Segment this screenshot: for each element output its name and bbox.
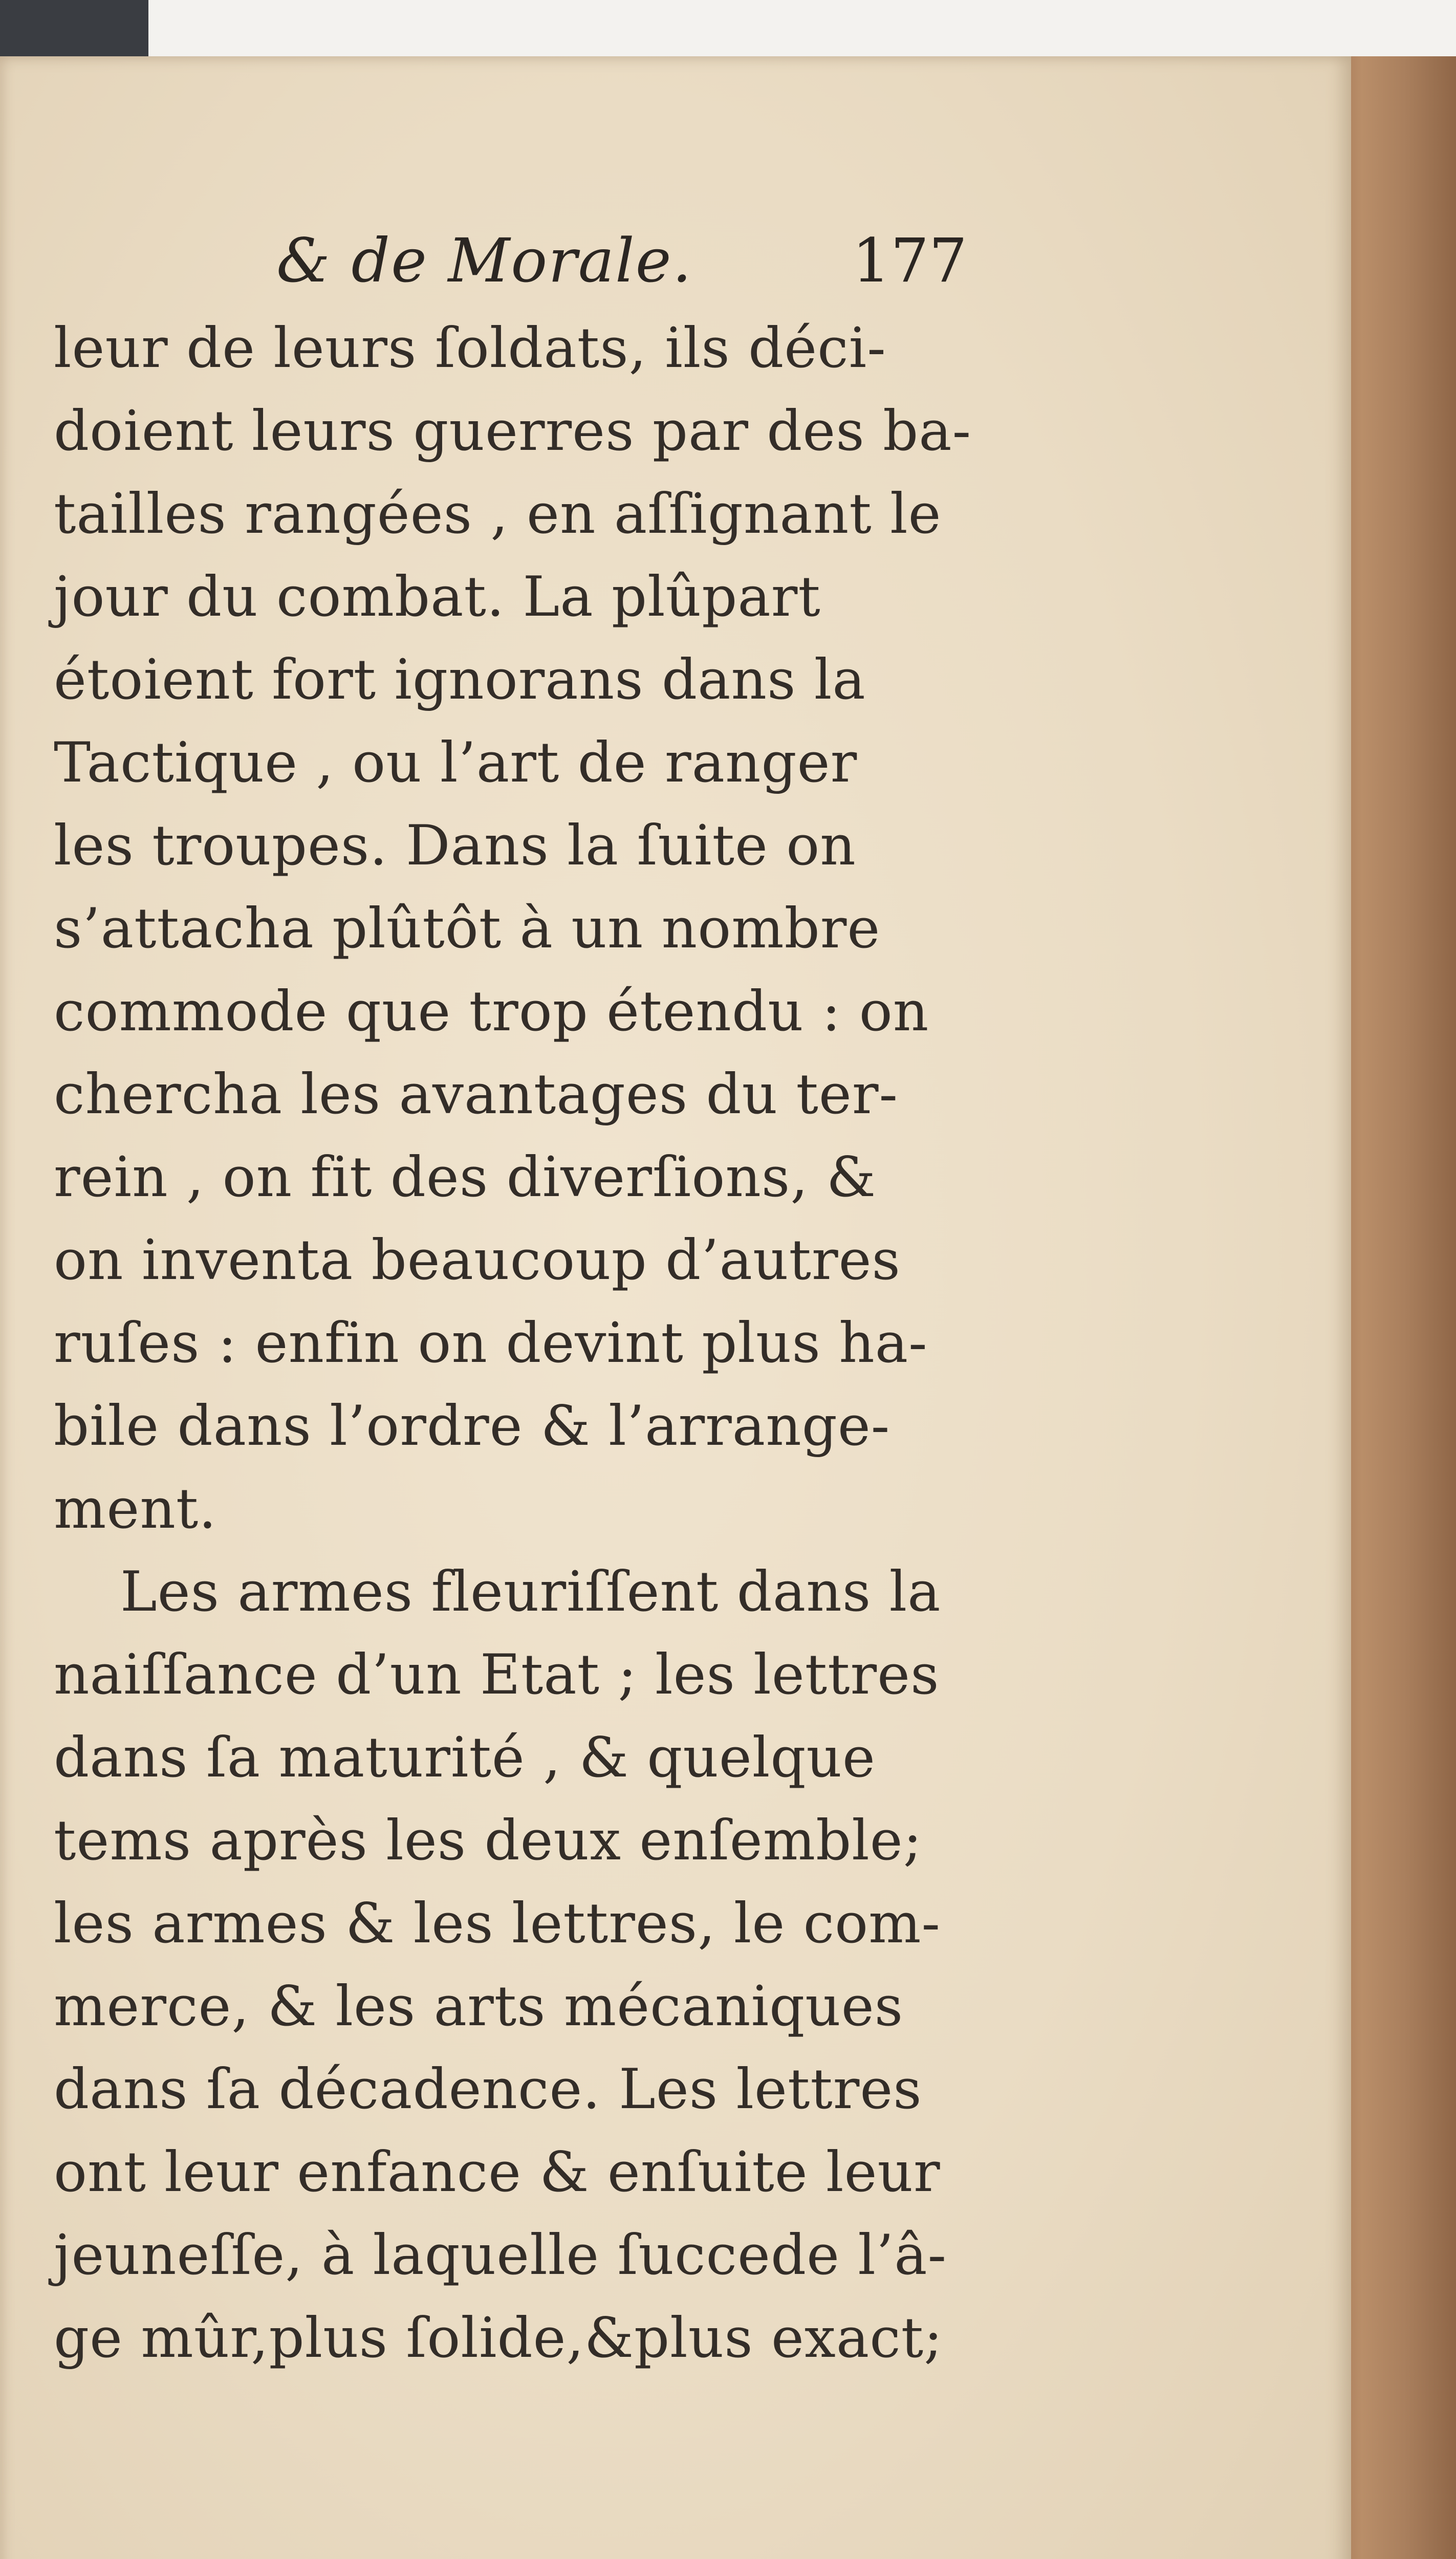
text-line: doient leurs guerres par des ba- xyxy=(54,399,972,463)
page-body-text xyxy=(54,307,1016,2380)
text-line: les troupes. Dans la ſuite on xyxy=(54,814,856,878)
text-line: s’attacha plûtôt à un nombre xyxy=(54,897,881,961)
paragraph-start-line: Les armes fleuriſſent dans la xyxy=(120,1560,941,1624)
text-line: dans ſa maturité , & quelque xyxy=(54,1726,876,1790)
text-line: jeuneſſe, à laquelle ſuccede l’â- xyxy=(54,2223,947,2287)
text-line: commode que trop étendu : on xyxy=(54,980,929,1044)
text-line: étoient fort ignorans dans la xyxy=(54,648,866,712)
page-number: 177 xyxy=(852,225,968,296)
text-line: tailles rangées , en aſſignant le xyxy=(54,482,942,546)
text-line: ge mûr,plus ſolide,&plus exact; xyxy=(54,2306,943,2370)
text-line: bile dans l’ordre & l’arrange- xyxy=(54,1394,890,1458)
text-line: chercha les avantages du ter- xyxy=(54,1062,898,1126)
text-line: tems après les deux enſemble; xyxy=(54,1809,923,1873)
text-line: ruſes : enfin on devint plus ha- xyxy=(54,1311,928,1375)
text-line: Tactique , ou l’art de ranger xyxy=(54,731,858,795)
text-line: jour du combat. La plûpart xyxy=(54,565,821,629)
text-line: naiſſance d’un Etat ; les lettres xyxy=(54,1643,940,1707)
text-line: on inventa beaucoup d’autres xyxy=(54,1228,901,1292)
text-line: les armes & les lettres, le com- xyxy=(54,1892,941,1956)
scanner-clamp-top xyxy=(0,0,148,56)
page-header xyxy=(0,56,1351,220)
text-line: rein , on fit des diverſions, & xyxy=(54,1145,877,1209)
running-title: & de Morale. xyxy=(276,225,693,296)
text-line: dans ſa décadence. Les lettres xyxy=(54,2057,922,2121)
text-line: leur de leurs ſoldats, ils déci- xyxy=(54,316,886,380)
text-line: ont leur enfance & enſuite leur xyxy=(54,2140,941,2204)
text-line: ment. xyxy=(54,1477,217,1541)
book-page xyxy=(0,56,1351,2559)
text-line: merce, & les arts mécaniques xyxy=(54,1975,904,2038)
